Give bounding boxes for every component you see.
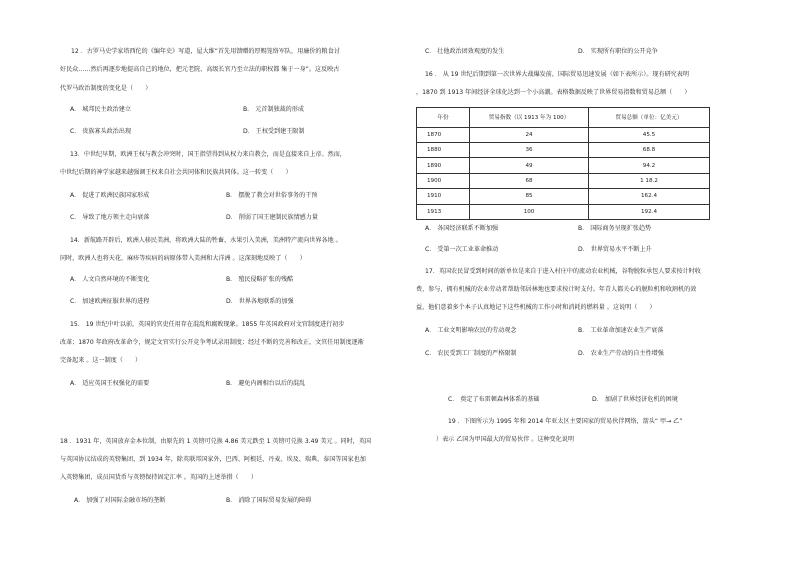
q16-line-2: ，1870 到 1913 年间经济全球化达到一个小高潮。表格数据反映了世界贸易指数和贸易总额（ ） xyxy=(416,89,691,96)
q19-line-1: 19 ．下图所示为 1995 年和 2014 年亚太区主要国家的贸易伙伴网络，箭头“ 甲→ 乙” xyxy=(448,418,683,425)
q14-option-c[interactable]: C． 加速欧洲征服世界的进程 xyxy=(70,298,150,305)
q12-line-2: 好民众……然后再逐步地提高自己的地位，把元老院、高级长官乃至立法的职权都 集于一身”。这反映古 xyxy=(60,66,340,73)
q12-option-c[interactable]: C． 贵族寡头政治出现 xyxy=(70,128,132,135)
table-cell-total: 94.2 xyxy=(589,158,710,173)
table-row xyxy=(417,127,710,142)
table-cell-year: 1913 xyxy=(417,204,470,219)
q18-line-2: 与英国协议结成的英镑集团，到 1934 年，除英联邦国家外，巴西、阿根廷、丹麦、埃及、瑞典、泰国等国家也加 xyxy=(60,456,366,463)
table-cell-total: 162.4 xyxy=(589,189,710,204)
q13-option-c[interactable]: C． 导致了地方领主走向衰落 xyxy=(70,214,150,221)
q18-option-b[interactable]: B． 消除了国际贸易发展的障碍 xyxy=(226,497,312,504)
q19-line-2: ）表示 乙国为甲国最大的贸易伙伴 。这种变化说明 xyxy=(436,436,574,443)
q15-line-1: 15． 19 世纪中叶以前，英国的官吏任用存在混乱和腐败现象。1855 年英国政府对文官制度进行初步 xyxy=(70,321,345,328)
table-row xyxy=(417,143,710,158)
q16-line-1: 16 ． 从 19 世纪后期到第一次世界大战爆发前，国际贸易迅速发展（如下表所示）。现有研究表明 xyxy=(425,71,689,78)
table-cell-year: 1910 xyxy=(417,189,470,204)
q12-line-1: 12 ．古罗马史学家塔西佗的《编年史》写道，屋大维“首先用馈赠的厚赐笼络军队，用廉价的粮食讨 xyxy=(71,48,340,55)
q17-line-2: 费，参与，拥有机械的农业劳动者帮助邻居林地也要求按计时支付。年青人都关心的脱粒机和收割机的效 xyxy=(416,286,697,293)
table-header-cell: 贸易指数（以 1913 年为 100） xyxy=(470,108,589,128)
q18-option-c[interactable]: C． 奠定了布雷顿森林体系的基础 xyxy=(448,396,540,403)
q14-line-2: 同时，欧洲人也将天花、麻疹等疾病的病原体带入美洲和大洋洲 。这深刻地反映了（ ） xyxy=(60,255,306,262)
q14-line-1: 14．新航路开辟后，欧洲人移民美洲，将欧洲大陆的牲畜、水果引入美洲，美洲特产流向世界各地 。 xyxy=(70,237,342,244)
q14-option-b[interactable]: B． 殖民侵略扩张的残酷 xyxy=(226,276,294,283)
q16-option-c[interactable]: C． 受第一次工业革命推动 xyxy=(425,246,499,253)
q12-option-a[interactable]: A． 城邦民主政治建立 xyxy=(70,106,131,113)
q15-option-c[interactable]: C． 壮他政治团效观度的发生 xyxy=(425,48,505,55)
q18-option-d[interactable]: D． 加剧了世界经济危机的困境 xyxy=(592,396,678,403)
table-cell-total: 68.8 xyxy=(589,143,710,158)
table-header-cell: 贸易总额（单位：亿美元） xyxy=(589,108,710,128)
q16-option-b[interactable]: B． 国际商务呈现扩张趋势 xyxy=(578,225,652,232)
table-row xyxy=(417,204,710,219)
q15-option-a[interactable]: A． 适应英国王权强化的需要 xyxy=(70,380,150,387)
q18-line-1: 18 ．1931 年，英国放弃金本位制，由原先的 1 英镑可兑换 4.86 美元跌至 1 英镑可兑换 3.49 美元 。同时，英国 xyxy=(60,438,372,445)
table-cell-year: 1870 xyxy=(417,127,470,142)
table-cell-index: 100 xyxy=(470,204,589,219)
table-cell-index: 85 xyxy=(470,189,589,204)
q15-option-d[interactable]: D． 实现所有职位的公开竞争 xyxy=(578,48,658,55)
q17-option-b[interactable]: B． 工业革命加速农业生产衰落 xyxy=(578,327,664,334)
q13-line-2: 中世纪后期的神学家越来越强调王权来自社会共同体和民族共同体。这一转变（ ） xyxy=(60,169,292,176)
q13-option-b[interactable]: B． 摆脱了教会对世俗事务的干预 xyxy=(226,192,318,199)
q18-line-3: 入英镑集团，成员国货币与英镑保持固定汇率 。英国的上述举措（ ） xyxy=(60,474,257,481)
q12-option-b[interactable]: B． 元首制独裁的形成 xyxy=(243,106,304,113)
q18-option-a[interactable]: A． 加强了对国际金融市场的垄断 xyxy=(74,497,166,504)
q14-option-d[interactable]: D． 世界各地联系的加强 xyxy=(226,298,294,305)
table-header-row xyxy=(417,108,710,128)
trade-statistics-table xyxy=(416,107,710,220)
table-cell-index: 36 xyxy=(470,143,589,158)
table-cell-total: 1 18.2 xyxy=(589,173,710,188)
q16-option-d[interactable]: D． 世界贸易水平不断上升 xyxy=(578,246,652,253)
q15-line-3: 完备起来 。这一制度（ ） xyxy=(60,357,142,364)
table-cell-total: 45.5 xyxy=(589,127,710,142)
table-cell-index: 49 xyxy=(470,158,589,173)
q12-option-d[interactable]: D． 王权受到建王限制 xyxy=(243,128,305,135)
q17-option-d[interactable]: D． 农业生产劳动的自主性增强 xyxy=(578,350,664,357)
q17-option-a[interactable]: A． 工业文明影响农民的劳动观念 xyxy=(425,327,517,334)
table-header-cell: 年份 xyxy=(417,108,470,128)
q15-line-2: 改革；1870 年政府改革命令，规定文官实行公开竞争考试录用制度；经过不断的完善和改正，文官任用制度逐渐 xyxy=(60,339,364,346)
q16-option-a[interactable]: A． 各国经济联系不断加强 xyxy=(425,225,499,232)
table-row xyxy=(417,189,710,204)
q12-line-3: 代罗马政治制度的变化是（ ） xyxy=(60,85,152,92)
q15-option-b[interactable]: B． 避免内阁相台以后的混乱 xyxy=(226,380,306,387)
table-row xyxy=(417,173,710,188)
table-cell-index: 24 xyxy=(470,127,589,142)
table-cell-year: 1880 xyxy=(417,143,470,158)
q13-option-a[interactable]: A． 促进了欧洲民族国家形成 xyxy=(70,192,150,199)
q14-option-a[interactable]: A． 人文自然环境的不断变化 xyxy=(70,276,150,283)
q13-line-1: 13．中世纪早期，欧洲王权与教会冲突时，国王指望得到从权力来自教会，而是直接来自上帝。然而， xyxy=(70,151,346,158)
table-cell-index: 68 xyxy=(470,173,589,188)
table-row xyxy=(417,158,710,173)
table-cell-year: 1900 xyxy=(417,173,470,188)
q17-option-c[interactable]: C． 农民受到工厂制度的严格限制 xyxy=(425,350,517,357)
table-cell-total: 192.4 xyxy=(589,204,710,219)
q17-line-3: 益，他们意着多个本子认真地记下这些机械的工作小时和消耗的燃料量 。这说明（ ） xyxy=(416,304,656,311)
q17-line-1: 17．英国农民冒受到时间的新单位是来自于进入村庄中的流动农业机械，谷物脱粒承包人要求按计时收 xyxy=(425,268,701,275)
table-cell-year: 1890 xyxy=(417,158,470,173)
q13-option-d[interactable]: D． 削弱了国王建制民族情感力量 xyxy=(226,214,318,221)
